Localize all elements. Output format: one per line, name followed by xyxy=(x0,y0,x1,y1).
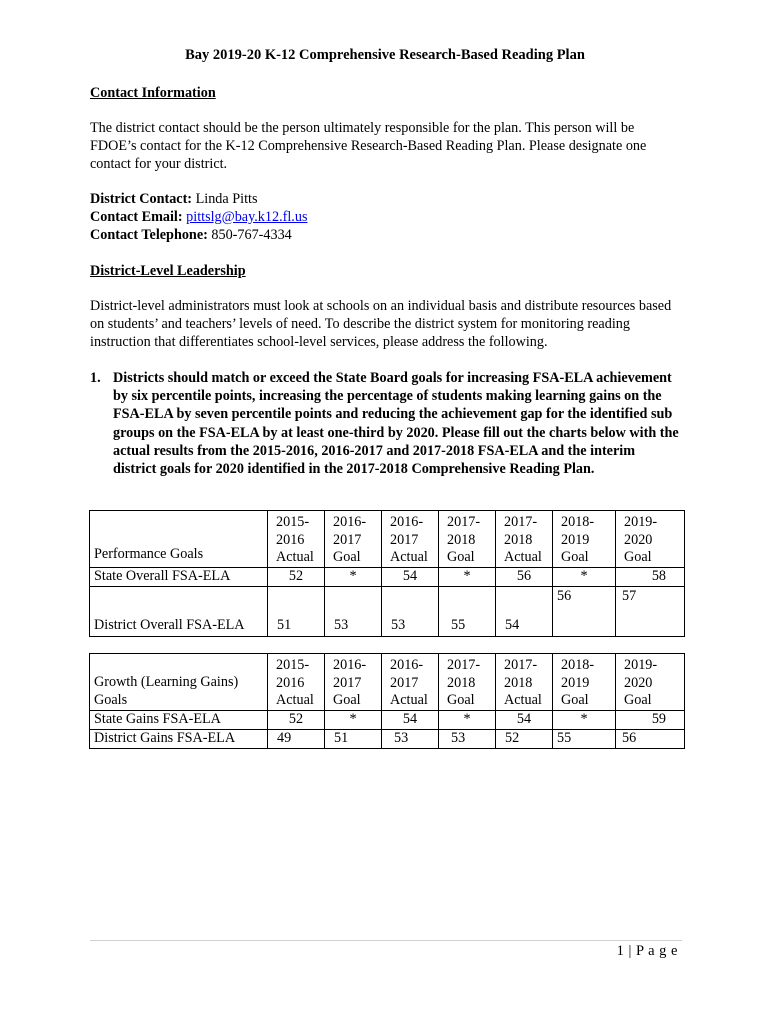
contact-phone: 850-767-4334 xyxy=(211,227,292,243)
table-cell: * xyxy=(439,710,496,729)
document-title: Bay 2019-20 K-12 Comprehensive Research-Based Reading Plan xyxy=(185,47,585,63)
corner-label: Goals xyxy=(94,691,128,708)
leadership-heading: District-Level Leadership xyxy=(90,263,246,279)
table-cell: * xyxy=(553,567,616,586)
growth-goals-table xyxy=(89,653,685,749)
column-header: 2015- 2016 Actual xyxy=(268,654,325,711)
table-row xyxy=(90,567,685,586)
contact-phone-line xyxy=(90,226,690,244)
table-cell: * xyxy=(553,710,616,729)
page-footer xyxy=(617,943,678,960)
table-cell: * xyxy=(325,567,382,586)
column-header: 2018- 2019 Goal xyxy=(553,654,616,711)
row-label: District Overall FSA-ELA xyxy=(90,586,268,636)
contact-email-link[interactable]: pittslg@bay.k12.fl.us xyxy=(186,209,308,225)
table-cell: 53 xyxy=(382,729,439,748)
table-cell: 53 xyxy=(439,729,496,748)
leadership-intro: District-level administrators must look at schools on an individual basis and distribute resources based on students’ and teachers’ levels of need. To describe the district system for monitoring reading instruction that differentiates school-level services, please address the following. xyxy=(90,298,672,350)
table-corner-cell xyxy=(90,511,268,568)
column-header: 2018- 2019 Goal xyxy=(553,511,616,568)
contact-name: Linda Pitts xyxy=(195,191,258,207)
contact-intro: The district contact should be the person ultimately responsible for the plan. This person will be FDOE’s contact for the K-12 Comprehensive Research-Based Reading Plan. Please designate one contact for your district. xyxy=(90,120,647,172)
table-header-row xyxy=(90,511,685,568)
table-cell: 55 xyxy=(553,729,616,748)
column-header: 2019- 2020 Goal xyxy=(616,511,685,568)
table-cell: 59 xyxy=(616,710,685,729)
table-cell: * xyxy=(325,710,382,729)
contact-email-line xyxy=(90,208,690,226)
page-number: 1 xyxy=(616,943,625,959)
contact-name-label: District Contact: xyxy=(90,191,193,207)
row-label: District Gains FSA-ELA xyxy=(90,729,268,748)
corner-label: Performance Goals xyxy=(94,546,204,562)
contact-email-label: Contact Email: xyxy=(90,209,183,225)
table-cell: 57 xyxy=(616,586,685,636)
contact-heading: Contact Information xyxy=(90,85,216,101)
corner-label: Growth (Learning Gains) xyxy=(94,674,239,690)
table-cell: 52 xyxy=(268,710,325,729)
column-header: 2017- 2018 Actual xyxy=(496,654,553,711)
table-corner-cell xyxy=(90,654,268,711)
table-cell: * xyxy=(439,567,496,586)
row-label: State Gains FSA-ELA xyxy=(90,710,268,729)
table-cell: 52 xyxy=(496,729,553,748)
table-cell: 54 xyxy=(382,567,439,586)
column-header: 2016- 2017 Goal xyxy=(325,654,382,711)
table-cell: 49 xyxy=(268,729,325,748)
table-cell: 54 xyxy=(382,710,439,729)
column-header: 2017- 2018 Goal xyxy=(439,654,496,711)
column-header: 2016- 2017 Goal xyxy=(325,511,382,568)
column-header: 2017- 2018 Goal xyxy=(439,511,496,568)
row-label: State Overall FSA-ELA xyxy=(90,567,268,586)
table-row xyxy=(90,729,685,748)
column-header: 2017- 2018 Actual xyxy=(496,511,553,568)
table-cell: 56 xyxy=(496,567,553,586)
page-label: | P a g e xyxy=(628,943,678,959)
table-cell: 53 xyxy=(325,586,382,636)
contact-name-line xyxy=(90,190,690,208)
column-header: 2016- 2017 Actual xyxy=(382,654,439,711)
table-cell: 51 xyxy=(325,729,382,748)
table-cell: 54 xyxy=(496,586,553,636)
numbered-item-1 xyxy=(90,369,680,478)
footer-divider xyxy=(90,940,682,941)
column-header: 2016- 2017 Actual xyxy=(382,511,439,568)
table-header-row xyxy=(90,654,685,711)
item-text: Districts should match or exceed the State Board goals for increasing FSA-ELA achievement by six percentile points, increasing the percentage of students making learning gains on the FSA-ELA by seven percentile points and reducing the achievement gap for the identified sub groups on the FSA-ELA by at least one-third by 2020. Please fill out the charts below with the actual results from the 2015-2016, 2016-2017 and 2017-2018 FSA-ELA and the interim district goals for 2020 identified in the 2017-2018 Comprehensive Reading Plan. xyxy=(113,370,679,478)
table-cell: 52 xyxy=(268,567,325,586)
table-row xyxy=(90,586,685,636)
table-cell: 54 xyxy=(496,710,553,729)
performance-goals-table xyxy=(89,510,685,637)
table-cell: 56 xyxy=(553,586,616,636)
table-cell: 56 xyxy=(616,729,685,748)
item-number: 1. xyxy=(90,370,101,386)
table-cell: 53 xyxy=(382,586,439,636)
table-cell: 51 xyxy=(268,586,325,636)
table-row xyxy=(90,710,685,729)
table-cell: 55 xyxy=(439,586,496,636)
table-cell: 58 xyxy=(616,567,685,586)
column-header: 2015- 2016 Actual xyxy=(268,511,325,568)
column-header: 2019- 2020 Goal xyxy=(616,654,685,711)
contact-phone-label: Contact Telephone: xyxy=(90,227,208,243)
